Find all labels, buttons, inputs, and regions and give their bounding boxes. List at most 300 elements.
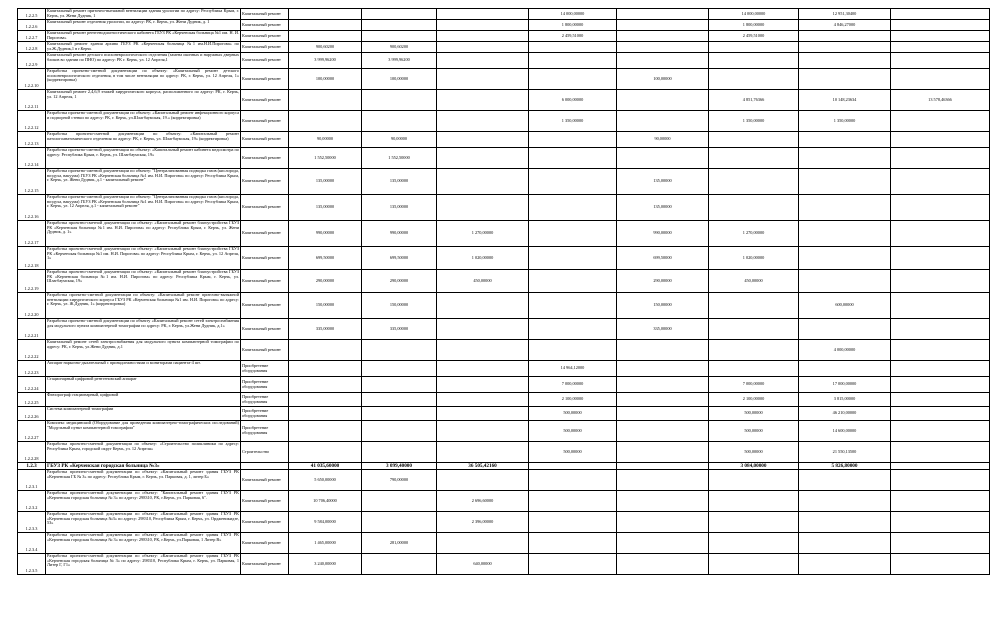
row-number-cell: 1.2.2.19 [18,270,46,293]
row-number-cell: 1.2.2.18 [18,247,46,270]
value-cell [362,20,437,31]
value-cell: 90,00000 [289,132,362,148]
value-cell [362,554,437,575]
value-cell [529,470,617,491]
value-cell [617,42,709,53]
value-cell: 500,00000 [709,421,799,442]
row-number-cell: 1.2.3.5 [18,554,46,575]
row-name-cell: Капитальный ремонт приточно-вытяжной вентиляции здания урологии по адресу: Республика Крым, г. Керчь, ул. Жени Дудник, 1 [47,8,239,18]
row-number-cell: 1.2.2.16 [18,195,46,221]
table-row [18,512,990,533]
value-cell [289,407,362,421]
value-cell [891,169,990,195]
row-name-cell: Разработка проектно-сметной документации по объекту: "Капитальный ремонт здания ГБУЗ РК «Керченская городская больница № 3» по адресу: 298310, РК, г.Керчь, ул. Парковая, 6". [46,491,241,512]
row-kind-cell: Капитальный ремонт [241,491,289,512]
value-cell [437,90,529,111]
row-kind-cell: Капитальный ремонт [241,148,289,169]
row-name-cell: Капитальный ремонт здания архива ГБУЗ РК «Керченская больница №1 им.Н.И.Пирогова» по ул.Ж.Дудник,1 в г.Керчь [47,41,239,51]
value-cell: 5 650,00000 [289,470,362,491]
row-number-cell: 1.2.3.1 [18,470,46,491]
row-kind-cell: Капитальный ремонт [241,470,289,491]
value-cell: 90,00000 [617,132,709,148]
value-cell [799,512,891,533]
value-cell [289,9,362,20]
value-cell [617,463,709,470]
value-cell [709,361,799,377]
value-cell [362,361,437,377]
value-cell [362,9,437,20]
row-name-cell: Разработка проектно-сметной документации по объекту: «Капитальный ремонт благоустройства ГБУЗ РК «Керченская больница №1 им. Н.И. Пирогова» по адресу: Республика Крым, г. Керчь, ул. 12 Апреля, 1» [46,247,241,270]
value-cell: 100,00000 [617,69,709,90]
row-number-cell: 1.2.2.7 [18,31,46,42]
row-kind-cell: Капитальный ремонт [241,9,289,20]
value-cell [799,195,891,221]
value-cell [891,533,990,554]
value-cell [891,463,990,470]
row-kind-cell: Капитальный ремонт [241,90,289,111]
value-cell: 17 000,00000 [799,377,891,393]
row-name-cell: Капитальный ремонт отделения урологии, по адресу: РК, г. Керчь, ул. Жени Дудник, д. 1 [46,20,241,31]
row-kind-cell: Капитальный ремонт [241,247,289,270]
value-cell: 3 240,00000 [289,554,362,575]
row-number-cell: 1.2.2.26 [18,407,46,421]
row-number-cell: 1.2.3 [18,463,46,470]
row-kind-cell: Капитальный ремонт [241,69,289,90]
table-row [18,491,990,512]
row-name-cell: Разработка проектно-сметной документации по объекту: «Капитальный ремонт здания ГБУЗ РК «Керченская городская больница № 3» по адресу: 298310, Республика Крым, г. Керчь, ул. Парковая, 1 Литер Г, Г1» [46,554,241,575]
row-number-cell: 1.2.2.9 [18,53,46,69]
value-cell: 7 000,00000 [709,377,799,393]
row-name-cell: Разработка проектно-сметной документации по объекту: «Капитальный ремонт благоустройства ГБУЗ РК «Керченская больница №1 им. Н.И. Пирогова» по адресу: Республика Крым, г. Керчь, ул. Жени Дудник, д. 1» [46,221,241,247]
row-number-cell: 1.2.2.24 [18,377,46,393]
value-cell [891,148,990,169]
value-cell [709,319,799,340]
value-cell [709,169,799,195]
table-row [18,421,990,442]
row-name-cell: Разработка проектно-сметной документации по объекту: «Капитальный ремонт приточно-вытяжной вентиляции хирургического корпуса ГБУЗ РК «Керченская больница №1 им. Н.И. Пирогова» по адресу: г. Керчь, ул. Ж.Дудник, 1» (корректировка) [46,293,241,319]
value-cell [362,442,437,463]
value-cell [617,421,709,442]
value-cell: 13 578,46366 [891,90,990,111]
value-cell [617,53,709,69]
table-row [18,69,990,90]
value-cell [437,361,529,377]
value-cell [437,132,529,148]
value-cell [617,9,709,20]
value-cell [617,442,709,463]
value-cell [799,169,891,195]
value-cell [437,470,529,491]
value-cell [891,554,990,575]
row-kind-cell: Капитальный ремонт [241,132,289,148]
value-cell [709,470,799,491]
table-row [18,221,990,247]
value-cell [891,293,990,319]
value-cell: 135,00000 [617,169,709,195]
value-cell [799,491,891,512]
value-cell: 290,00000 [617,270,709,293]
value-cell [891,132,990,148]
value-cell [437,20,529,31]
value-cell: 12 951,30400 [799,9,891,20]
value-cell [799,31,891,42]
table-row [18,53,990,69]
value-cell [437,31,529,42]
value-cell: 46 210,00000 [799,407,891,421]
value-cell: 335,00000 [289,319,362,340]
value-cell: 21 550,13500 [799,442,891,463]
value-cell [709,69,799,90]
row-kind-cell: Капитальный ремонт [241,319,289,340]
value-cell [437,53,529,69]
table-row [18,195,990,221]
table-row [18,340,990,361]
table-row [18,42,990,53]
value-cell: 1 270,00000 [437,221,529,247]
value-cell [891,111,990,132]
value-cell [617,533,709,554]
row-number-cell: 1.2.2.21 [18,319,46,340]
table-row [18,270,990,293]
table-row [18,169,990,195]
value-cell: 150,00000 [617,293,709,319]
value-cell: 3 999,96200 [362,53,437,69]
value-cell: 5 826,80000 [799,463,891,470]
value-cell: 790,00000 [362,470,437,491]
table-row [18,9,990,20]
value-cell [437,69,529,90]
row-number-cell: 1.2.2.14 [18,148,46,169]
table-row [18,20,990,31]
value-cell [362,111,437,132]
row-kind-cell: Капитальный ремонт [241,195,289,221]
value-cell [437,407,529,421]
table-row [18,293,990,319]
value-cell [362,491,437,512]
value-cell: 10 148,23634 [799,90,891,111]
row-number-cell: 1.2.2.11 [18,90,46,111]
row-number-cell: 1.2.2.8 [18,42,46,53]
value-cell [362,340,437,361]
value-cell [709,195,799,221]
value-cell [529,195,617,221]
value-cell: 150,00000 [289,293,362,319]
row-name-cell: Разработка проектно-сметной документации по объекту: «Капитальный ремонт здания ГБУЗ РК «Керченская городская больница № 3» по адресу: 298310, РК, г.Керчь, ул.Парковая, 1 Литер В» [46,533,241,554]
value-cell [891,221,990,247]
value-cell: 7 000,00000 [529,377,617,393]
value-cell [891,270,990,293]
row-name-cell: Капитальный ремонт детского психоневрологического отделения (замена оконных и наружных дверных блоков во здании по ПНО) по адресу: РК г. Керчь, ул. 12 Апреля,1 [46,53,241,69]
value-cell: 900,60200 [362,42,437,53]
table-row [18,393,990,407]
table-row [18,407,990,421]
row-number-cell: 1.2.2.22 [18,340,46,361]
value-cell: 1 350,00000 [799,111,891,132]
row-kind-cell: Капитальный ремонт [241,31,289,42]
value-cell [891,361,990,377]
value-cell [709,512,799,533]
value-cell: 699,50000 [362,247,437,270]
value-cell [437,148,529,169]
value-cell: 100,00000 [289,69,362,90]
value-cell [617,340,709,361]
row-number-cell: 1.2.3.3 [18,512,46,533]
value-cell: 990,00000 [289,221,362,247]
row-name-cell: Аппарат наркозно-дыхательный с принадлежностями и мониторами пациента-4 шт. [46,361,241,377]
value-cell: 699,50000 [289,247,362,270]
value-cell [529,53,617,69]
value-cell: 2 100,00000 [529,393,617,407]
value-cell: 500,00000 [529,421,617,442]
table-row [18,554,990,575]
row-name-cell: Разработка проектно-сметной документации по объекту: «Капитальный ремонт патологоанатомического отделения по адресу: РК, г. Керчь, ул. Шлагбаумская, 19» (корректировка) [46,132,241,148]
value-cell [437,393,529,407]
row-number-cell: 1.2.2.27 [18,421,46,442]
value-cell [437,377,529,393]
row-name-cell: Разработка проектно-сметной документации по объекту: "Централизованная подводка газов (кислорода, воздуха, вакуума) ГБУЗ РК «Керченская больница №1 им. Н.И. Пирогова» по адресу: Республика Крым, г. Керчь, ул. 12 Апреля, д.1 - капитальный ремонт" [46,195,241,221]
value-cell: 4 846,27000 [799,20,891,31]
value-cell [891,393,990,407]
row-number-cell: 1.2.2.10 [18,69,46,90]
value-cell [891,470,990,491]
value-cell: 150,00000 [362,293,437,319]
row-kind-cell: Капитальный ремонт [241,169,289,195]
value-cell: 135,00000 [289,195,362,221]
value-cell [529,340,617,361]
value-cell: 10 706,40000 [289,491,362,512]
row-kind-cell: Приобретение оборудования [241,421,289,442]
value-cell [709,148,799,169]
value-cell [799,470,891,491]
value-cell [362,377,437,393]
value-cell [891,491,990,512]
value-cell [891,407,990,421]
value-cell: 900,60200 [289,42,362,53]
value-cell [289,421,362,442]
row-kind-cell: Капитальный ремонт [241,270,289,293]
value-cell [362,512,437,533]
table-row [18,148,990,169]
row-kind-cell: Капитальный ремонт [241,53,289,69]
value-cell: 281,00000 [362,533,437,554]
row-name-cell: Разработка проектно-сметной документации по объекту: «Строительство поликлиники по адресу: Республика Крым, городской округ Керчь, ул. 12 Апреля» [46,442,241,463]
value-cell [437,293,529,319]
row-kind-cell: Капитальный ремонт [241,42,289,53]
value-cell: 100,00000 [362,69,437,90]
value-cell [709,42,799,53]
value-cell [529,293,617,319]
value-cell [891,53,990,69]
value-cell [799,270,891,293]
value-cell [437,319,529,340]
value-cell: 990,00000 [617,221,709,247]
value-cell [891,20,990,31]
value-cell [437,42,529,53]
table-row [18,247,990,270]
value-cell [799,221,891,247]
value-cell: 3 815,00000 [799,393,891,407]
row-number-cell: 1.2.2.5 [18,9,46,20]
table-row [18,470,990,491]
value-cell [362,31,437,42]
value-cell [289,90,362,111]
value-cell: 1 020,00000 [709,247,799,270]
row-name-cell: Разработка проектно-сметной документации по объекту: "Централизованная подводка газов (кислорода, воздуха, вакуума) ГБУЗ РК «Керченская больница №1 им. Н.И. Пирогова» по адресу: Республика Крым, г. Керчь, ул. Жени Дудник, д.1 - капитальный ремонт" [46,169,241,195]
value-cell: 1 465,00000 [289,533,362,554]
table-row [18,377,990,393]
value-cell: 640,00000 [437,554,529,575]
value-cell [891,42,990,53]
value-cell [529,319,617,340]
value-cell [709,554,799,575]
table-row [18,361,990,377]
row-kind-cell: Капитальный ремонт [241,512,289,533]
value-cell: 500,00000 [709,442,799,463]
row-kind-cell [241,463,289,470]
value-cell: 4 000,00000 [799,340,891,361]
row-name-cell: Стационарный цифровой рентгеновский аппарат [46,377,241,393]
value-cell [709,491,799,512]
row-number-cell: 1.2.2.20 [18,293,46,319]
value-cell [709,293,799,319]
value-cell [617,20,709,31]
value-cell [529,247,617,270]
row-number-cell: 1.2.3.2 [18,491,46,512]
value-cell: 2 459,51000 [529,31,617,42]
value-cell: 335,00000 [617,319,709,340]
row-kind-cell: Приобретение оборудования [241,407,289,421]
value-cell: 14 000,00000 [529,9,617,20]
row-number-cell: 1.2.2.28 [18,442,46,463]
row-kind-cell: Приобретение оборудования [241,361,289,377]
value-cell [617,361,709,377]
table-row [18,90,990,111]
row-name-cell: Разработка проектно-сметной документации по объекту: «Капитальный ремонт детского психоневрологического отделения, в том числе вентиляции по адресу: РК, г. Керчь, ул. 12 Апреля, 1» (корректировка) [46,69,241,90]
row-name-cell: ГБУЗ РК «Керченская городская больница №3» [46,463,241,470]
value-cell [799,319,891,340]
value-cell [891,31,990,42]
value-cell [709,340,799,361]
row-kind-cell: Строительство [241,442,289,463]
value-cell: 1 552,50000 [289,148,362,169]
table-row [18,442,990,463]
row-name-cell: Разработка проектно-сметной документации по объекту: «Капитальный ремонт инфекционного корпуса и подпорной стенки по адресу: РК, г. Керчь, ул.Шлагбаумская, 19.» (корректировка) [46,111,241,132]
row-name-cell: Капитальный ремонт рентгенодиагностического кабинета ГБУЗ РК «Керченская больница №1 им. Н. И. Пирогова» [47,30,239,40]
value-cell: 1 350,00000 [709,111,799,132]
value-cell [289,377,362,393]
table-row [18,111,990,132]
value-cell [799,361,891,377]
row-name-cell: Флюорограф стационарный, цифровой [46,393,241,407]
value-cell [289,111,362,132]
value-cell [437,195,529,221]
value-cell [891,512,990,533]
value-cell: 450,00000 [709,270,799,293]
value-cell [709,132,799,148]
row-name-cell: Разработка проектно-сметной документации по объекту: «Капитальный ремонт благоустройства ГБУЗ РК «Керченская больница №1 им. Н.И. Пирогова» по адресу: Республика Крым, г. Керчь, ул. Шлагбаумская, 19» [46,270,241,293]
value-cell: 500,00000 [529,407,617,421]
value-cell [529,270,617,293]
value-cell [437,340,529,361]
value-cell: 3 999,96200 [289,53,362,69]
value-cell [617,111,709,132]
value-cell: 699,50000 [617,247,709,270]
value-cell: 2 459,51000 [709,31,799,42]
value-cell [529,169,617,195]
row-name-cell: Разработка проектно-сметной документации по объекту: «Капитальный ремонт здания ГБУЗ РК «Керченская городская больница №3» по адресу: 298310, Республика Крым, г. Керчь, ул. Ордженикидзе, 53» [46,512,241,533]
value-cell [362,421,437,442]
row-name-cell: Комплекс медицинский (Оборудование для проведения компьютерно-томографических исследований) "Модульный пункт компьютерной томографии" [46,421,241,442]
value-cell: 990,00000 [362,221,437,247]
value-cell [617,470,709,491]
value-cell [529,69,617,90]
value-cell [617,512,709,533]
value-cell [709,533,799,554]
value-cell [362,90,437,111]
value-cell [617,491,709,512]
value-cell: 6 000,00000 [529,90,617,111]
value-cell [891,421,990,442]
row-name-cell: Разработка проектно-сметной документации по объекту: «Капитальный ремонт кабинета медосмотра по адресу: Республика Крым, г. Керчь, ул. Шлагбаумская, 19» [46,148,241,169]
table-row [18,31,990,42]
value-cell [289,31,362,42]
value-cell: 14 600,00000 [799,421,891,442]
value-cell [799,132,891,148]
value-cell [799,53,891,69]
value-cell [799,42,891,53]
row-kind-cell: Приобретение оборудования [241,393,289,407]
value-cell [289,393,362,407]
value-cell: 1 350,00000 [529,111,617,132]
value-cell [799,533,891,554]
value-cell [617,148,709,169]
value-cell: 2 696,60000 [437,491,529,512]
row-kind-cell: Капитальный ремонт [241,111,289,132]
value-cell [529,132,617,148]
value-cell: 3 084,00000 [709,463,799,470]
row-name-cell: Капитальный ремонт 2,4,6,9 этажей хирургического корпуса, расположенного по адресу: РК, г. Керчь, ул. 12 Апреля, 1 [46,90,241,111]
value-cell [891,69,990,90]
value-cell [529,463,617,470]
value-cell [891,247,990,270]
value-cell [617,31,709,42]
value-cell: 600,00000 [799,293,891,319]
value-cell [617,90,709,111]
value-cell [289,442,362,463]
value-cell [529,148,617,169]
value-cell: 135,00000 [617,195,709,221]
value-cell [437,421,529,442]
row-number-cell: 1.2.2.25 [18,393,46,407]
value-cell: 500,00000 [529,442,617,463]
value-cell: 36 505,42160 [437,463,529,470]
value-cell [891,195,990,221]
value-cell: 1 270,00000 [709,221,799,247]
value-cell: 1 800,00000 [529,20,617,31]
value-cell: 335,00000 [362,319,437,340]
value-cell [362,407,437,421]
row-number-cell: 1.2.2.12 [18,111,46,132]
value-cell [529,512,617,533]
table-row [18,132,990,148]
row-kind-cell: Капитальный ремонт [241,293,289,319]
row-number-cell: 1.2.2.17 [18,221,46,247]
value-cell [529,533,617,554]
value-cell: 2 100,00000 [709,393,799,407]
value-cell: 500,00000 [709,407,799,421]
row-number-cell: 1.2.3.4 [18,533,46,554]
value-cell [617,393,709,407]
